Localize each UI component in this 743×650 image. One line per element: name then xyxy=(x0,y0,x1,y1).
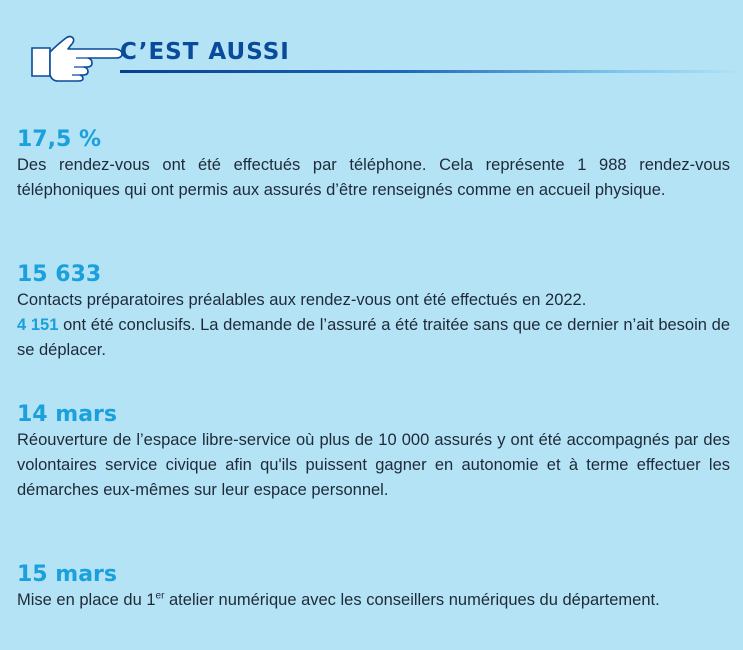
stat-figure: 14 mars xyxy=(17,402,117,427)
stat-figure: 15 mars xyxy=(17,562,117,587)
stat-figure: 15 633 xyxy=(17,262,102,287)
stat-highlight: 4 151 xyxy=(17,316,59,334)
stat-description-after: atelier numérique avec les conseillers numériques du département. xyxy=(164,591,660,609)
title-underline xyxy=(120,70,743,73)
stat-description-line1: Contacts préparatoires préalables aux rendez-vous ont été effectués en 2022. xyxy=(17,291,587,309)
stat-description xyxy=(17,588,730,613)
stat-description-before: Mise en place du 1 xyxy=(17,591,156,609)
stat-section-contacts xyxy=(17,262,730,363)
stat-figure: 17,5 % xyxy=(17,127,101,152)
stat-description: Réouverture de l’espace libre-service où plus de 10 000 assurés y ont été accompagnés par des volontaires service civique afin qu'ils puissent gagner en autonomie et à terme effectuer les démarches eux-mêmes sur leur espace personnel. xyxy=(17,431,730,499)
stat-section-libre-service xyxy=(17,402,730,503)
stat-section-atelier xyxy=(17,562,730,613)
section-header xyxy=(28,26,743,86)
stat-description xyxy=(17,288,730,363)
stat-description-rest: ont été conclusifs. La demande de l’assuré a été traitée sans que ce dernier n’ait besoin de se déplacer. xyxy=(17,316,731,359)
page-title: C’EST AUSSI xyxy=(120,39,290,65)
stat-description: Des rendez-vous ont été effectués par téléphone. Cela représente 1 988 rendez-vous téléphoniques qui ont permis aux assurés d’être renseignés comme en accueil physique. xyxy=(17,156,730,199)
ordinal-superscript: er xyxy=(155,590,165,602)
stat-section-phone xyxy=(17,127,730,203)
pointing-hand-icon xyxy=(28,26,124,82)
